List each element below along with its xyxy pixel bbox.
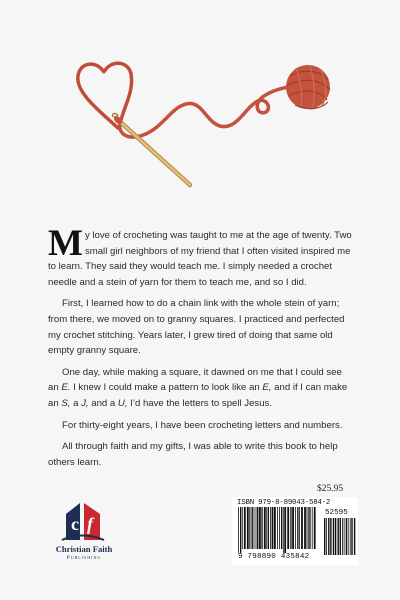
barcode-bar xyxy=(255,507,256,549)
barcode-bar xyxy=(328,518,329,555)
barcode-bar xyxy=(301,507,303,549)
paragraph-text: y love of crocheting was taught to me at the age of twenty. Two small girl neighbors of my friend that I often visited inspired me to learn. They said they would teach me. I simply needed a crochet needle and a stein of yarn for them to teach me, and so I did. xyxy=(48,230,352,288)
yarn-ball-icon xyxy=(286,65,330,109)
barcode-bar xyxy=(344,518,345,555)
barcode-bar xyxy=(259,507,261,549)
barcode-bar xyxy=(326,518,327,555)
barcode-bar xyxy=(340,518,341,555)
barcode-number: 9 798890 435842 xyxy=(238,553,310,561)
barcode-bar xyxy=(287,507,289,549)
paragraph-text: For thirty-eight years, I have been crocheting letters and numbers. xyxy=(62,419,343,431)
barcode-bar xyxy=(304,507,306,549)
publisher-logo xyxy=(32,500,136,580)
barcode-bar xyxy=(281,507,282,549)
barcode-bar xyxy=(292,507,294,549)
barcode-bar xyxy=(330,518,331,555)
barcode-bar xyxy=(279,507,280,549)
barcode-bar xyxy=(351,518,352,555)
publisher-name: Christian Faith xyxy=(55,544,113,554)
crochet-hook-icon xyxy=(112,113,190,185)
barcode-bar xyxy=(270,507,271,549)
paragraph-4 xyxy=(48,418,354,434)
barcode-bar xyxy=(284,507,286,553)
barcode-box xyxy=(232,497,358,565)
paragraph-5 xyxy=(48,439,354,470)
barcode-bar xyxy=(257,507,259,549)
isbn-text: ISBN 979-8-89043-584-2 xyxy=(237,499,331,507)
barcode-bar xyxy=(312,507,313,549)
barcode-bar xyxy=(354,518,355,555)
barcode-bar xyxy=(290,507,291,549)
paragraph-2 xyxy=(48,296,354,358)
paragraph-text: First, I learned how to do a chain link with the whole stein of yarn; from there, we moved on to granny squares. I practiced and perfected my crochet stitching. Years later, I grew tired of doing that same old empty granny square. xyxy=(48,298,345,357)
barcode-bar xyxy=(238,507,239,553)
barcode-bar xyxy=(299,507,300,549)
publisher-mark-c: c xyxy=(71,514,79,534)
barcode-bar xyxy=(314,507,316,549)
barcode-bar xyxy=(266,507,267,549)
crochet-illustration xyxy=(0,0,400,215)
barcode-addon-number: 52595 xyxy=(325,509,348,517)
barcode-bar xyxy=(251,507,252,549)
barcode-bar xyxy=(264,507,266,549)
barcode-bar xyxy=(268,507,269,549)
paragraph-text: One day, while making a square, it dawned on me that I could see an E. I knew I could make a pattern to look like an E, and if I can make an S, a J, and a U, I’d have the letters to spell Jesus. xyxy=(48,366,348,409)
barcode-bar xyxy=(240,507,241,553)
barcode-bar xyxy=(350,518,351,555)
heart-yarn-icon xyxy=(78,63,300,137)
barcode-bar xyxy=(333,518,334,555)
barcode-bar xyxy=(335,518,336,555)
barcode-bar xyxy=(297,507,298,549)
barcode-bar xyxy=(283,507,284,553)
paragraph-text: All through faith and my gifts, I was able to write this book to help others learn. xyxy=(48,441,338,468)
barcode-bar xyxy=(309,507,310,549)
barcode-bar xyxy=(346,518,347,555)
barcode-bar xyxy=(247,507,249,549)
barcode-bar xyxy=(348,518,349,555)
barcode-bar xyxy=(252,507,253,549)
barcode-bar xyxy=(338,518,339,555)
paragraph-3 xyxy=(48,365,354,412)
paragraph-1 xyxy=(48,223,354,290)
back-cover-text xyxy=(48,223,354,476)
barcode-bar xyxy=(324,518,325,555)
publisher-mark-icon xyxy=(32,500,136,544)
barcode-bar xyxy=(308,507,309,549)
barcode-bar xyxy=(307,507,308,549)
price-label: $25.95 xyxy=(317,484,344,494)
barcode-bar xyxy=(242,507,243,549)
barcode-bar xyxy=(261,507,262,549)
barcode-bar xyxy=(272,507,274,549)
publisher-mark-f: f xyxy=(87,514,93,534)
barcode-bar xyxy=(249,507,250,549)
barcode-bar xyxy=(277,507,278,549)
drop-cap: M xyxy=(48,223,83,264)
publisher-sub: Publishing xyxy=(66,555,102,561)
barcode-bar xyxy=(342,518,343,555)
barcode-bar xyxy=(244,507,246,549)
barcode-bar xyxy=(295,507,296,549)
barcode-bar xyxy=(274,507,276,549)
